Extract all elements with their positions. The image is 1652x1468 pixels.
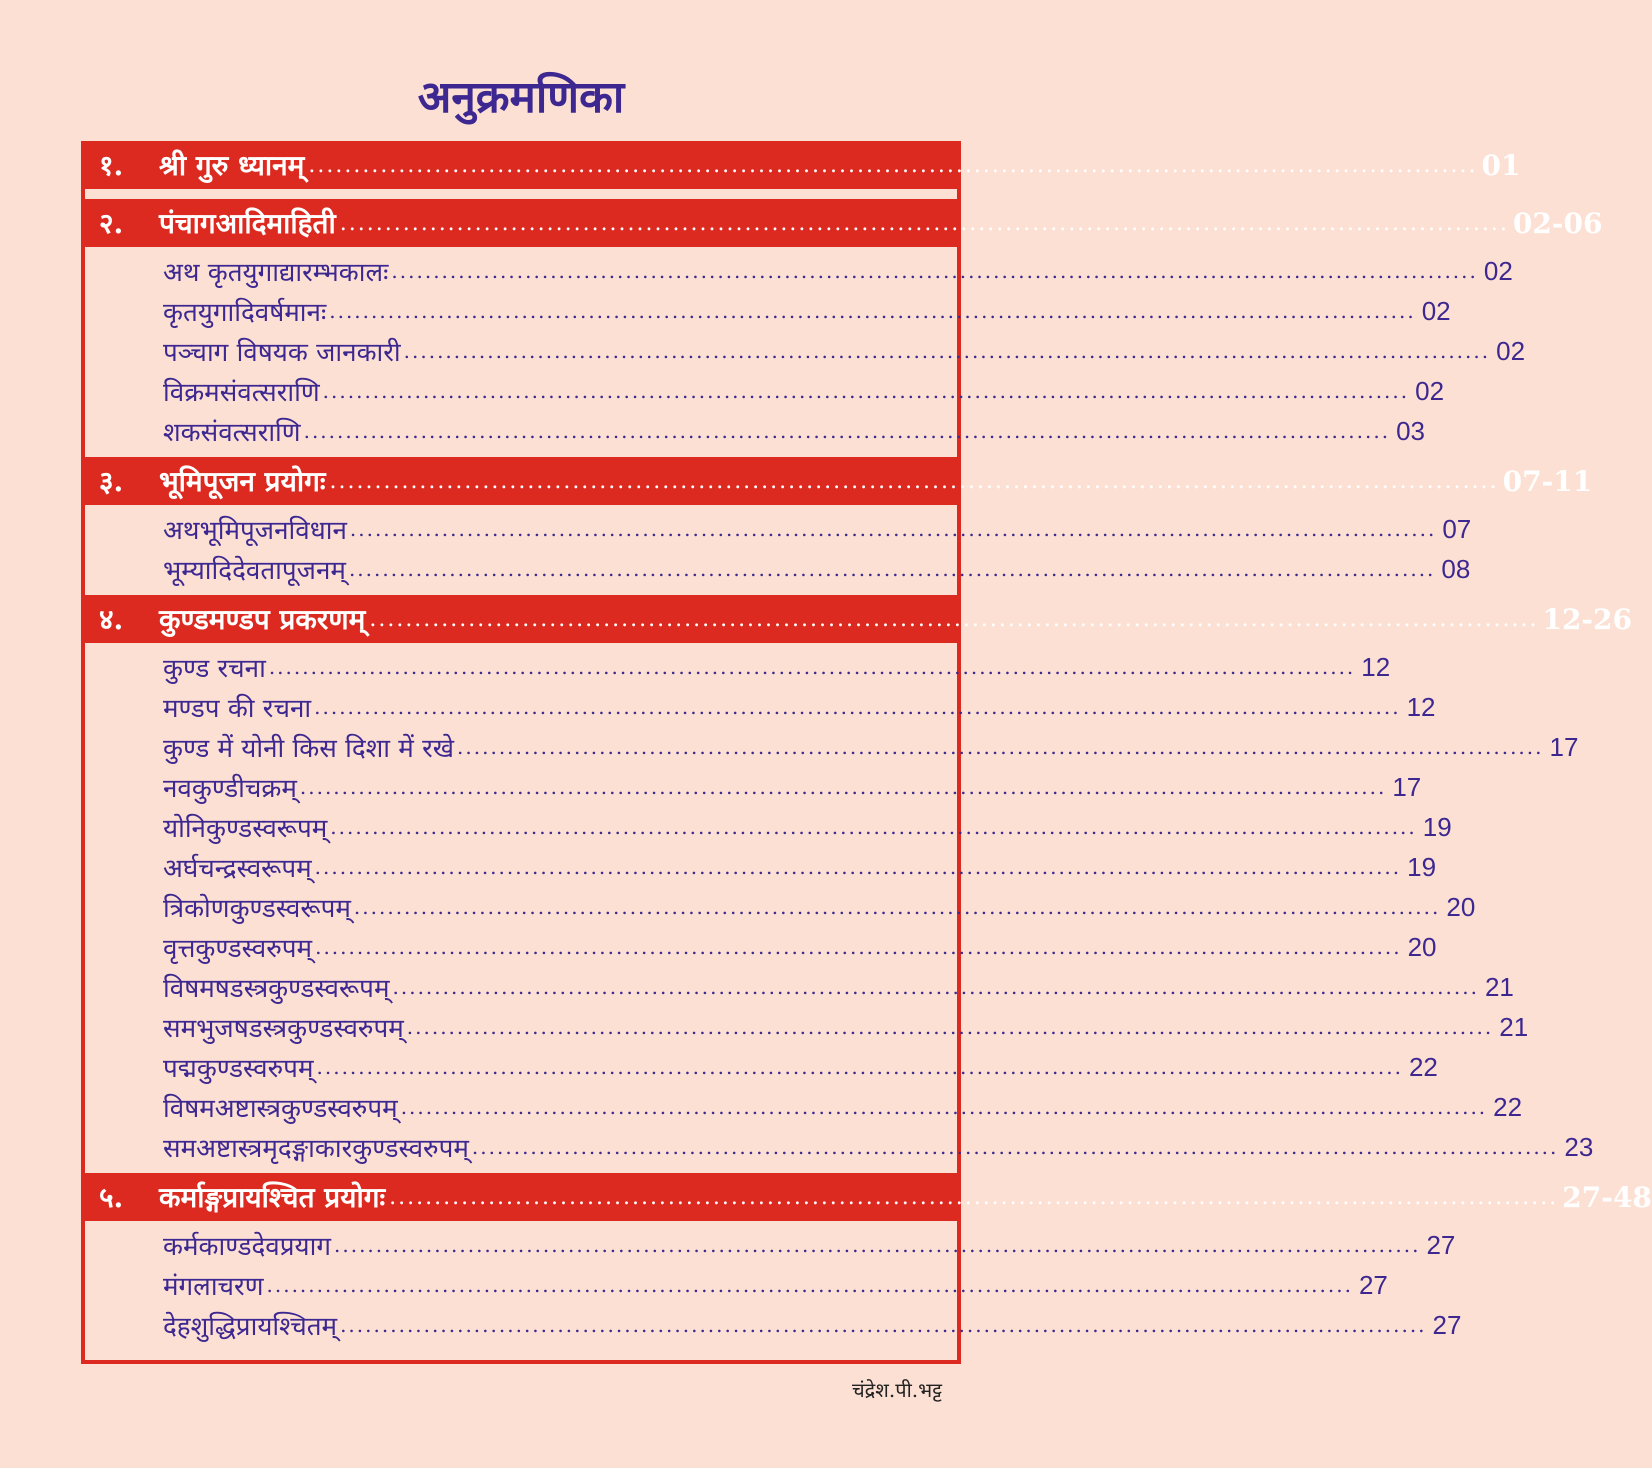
entry-list <box>85 247 1526 457</box>
entry-title: कुण्ड रचना <box>163 654 266 684</box>
entry-list <box>85 505 1472 595</box>
leader-dots: .................................................................................................................................. <box>308 152 1478 178</box>
entry-page: 19 <box>1407 851 1437 882</box>
toc-entry[interactable] <box>163 509 1472 549</box>
entry-title: विक्रमसंवत्सराणि <box>163 378 320 408</box>
entry-title: अथ कृतयुगाद्यारम्भकालः <box>163 258 389 288</box>
entry-page: 27 <box>1432 1309 1462 1340</box>
toc-entry[interactable] <box>163 291 1451 331</box>
leader-dots: .................................................................................................................................. <box>314 855 1402 879</box>
entry-page: 03 <box>1396 415 1425 446</box>
entry-page: 19 <box>1422 811 1452 842</box>
leader-dots: .................................................................................................................................. <box>329 299 1416 323</box>
toc-entry[interactable] <box>163 331 1526 371</box>
entry-title: योनिकुण्डस्वरूपम् <box>163 814 328 844</box>
leader-dots: .................................................................................................................................. <box>314 695 1401 719</box>
entry-page: 12 <box>1406 691 1436 722</box>
entry-page: 22 <box>1493 1091 1523 1122</box>
author-signature: चंद्रेश.पी.भट्ट <box>851 1378 942 1402</box>
entry-title: कृतयुगादिवर्षमानः <box>163 298 327 328</box>
leader-dots: .................................................................................................................................. <box>457 735 1544 759</box>
toc-entry[interactable] <box>163 371 1445 411</box>
entry-title: विषमषडस्त्रकुण्डस्वरूपम् <box>163 974 390 1004</box>
leader-dots: .................................................................................................................................. <box>339 210 1509 236</box>
toc-entry[interactable] <box>163 251 1513 291</box>
toc-section <box>85 199 1603 457</box>
section-header[interactable] <box>85 199 1603 247</box>
entry-page: 12 <box>1361 651 1391 682</box>
entry-page: 20 <box>1446 891 1476 922</box>
entry-title: मण्डप की रचना <box>163 694 312 724</box>
toc-section <box>85 457 1593 595</box>
table-of-contents <box>81 141 1652 1364</box>
leader-dots: .................................................................................................................................. <box>369 606 1539 632</box>
entry-page: 08 <box>1441 553 1471 584</box>
toc-entry[interactable] <box>163 687 1436 727</box>
entry-page: 21 <box>1484 971 1514 1002</box>
leader-dots: .................................................................................................................................. <box>329 468 1499 494</box>
section-header[interactable] <box>85 457 1593 505</box>
toc-entry[interactable] <box>163 1047 1438 1087</box>
leader-dots: .................................................................................................................................. <box>389 1184 1559 1210</box>
toc-entry[interactable] <box>163 767 1422 807</box>
section-number: ३. <box>99 465 124 498</box>
toc-entry[interactable] <box>163 1265 1388 1305</box>
leader-dots: .................................................................................................................................. <box>299 775 1387 799</box>
entry-page: 21 <box>1499 1011 1529 1042</box>
entry-page: 17 <box>1392 771 1422 802</box>
toc-section <box>85 1173 1652 1351</box>
leader-dots: .................................................................................................................................. <box>266 1273 1353 1297</box>
toc-entry[interactable] <box>163 807 1452 847</box>
entry-title: शकसंवत्सराणि <box>163 418 301 448</box>
leader-dots: .................................................................................................................................. <box>353 895 1441 919</box>
entry-page: 17 <box>1549 731 1579 762</box>
section-page: 07-11 <box>1502 464 1593 498</box>
leader-dots: .................................................................................................................................. <box>340 1313 1427 1337</box>
toc-entry[interactable] <box>163 647 1391 687</box>
toc-entry[interactable] <box>163 727 1579 767</box>
entry-title: अथभूमिपूजनविधान <box>163 516 347 546</box>
toc-entry[interactable] <box>163 1305 1462 1345</box>
entry-title: देहशुद्धिप्रायश्चितम् <box>163 1312 338 1342</box>
entry-page: 02 <box>1421 295 1451 326</box>
leader-dots: .................................................................................................................................. <box>471 1135 1559 1159</box>
entry-title: त्रिकोणकुण्डस्वरूपम् <box>163 894 351 924</box>
section-header[interactable] <box>85 141 1521 189</box>
entry-page: 27 <box>1426 1229 1456 1260</box>
section-page: 02-06 <box>1512 206 1603 240</box>
entry-page: 23 <box>1564 1131 1594 1162</box>
entry-title: अर्घचन्द्रस्वरूपम् <box>163 854 312 884</box>
toc-entry[interactable] <box>163 1127 1594 1167</box>
toc-entry[interactable] <box>163 1225 1456 1265</box>
leader-dots: .................................................................................................................................. <box>406 1015 1494 1039</box>
toc-entry[interactable] <box>163 967 1514 1007</box>
entry-page: 22 <box>1408 1051 1438 1082</box>
page-title: अनुक्रमणिका <box>417 72 625 123</box>
entry-title: पञ्चाग विषयक जानकारी <box>163 338 401 368</box>
entry-title: समअष्टास्त्रमृदङ्गाकारकुण्डस्वरुपम् <box>163 1134 469 1164</box>
toc-entry[interactable] <box>163 847 1437 887</box>
section-number: ४. <box>99 603 124 636</box>
section-title: कर्माङ्गप्रायश्चित प्रयोगः <box>159 1181 386 1214</box>
entry-title: मंगलाचरण <box>163 1272 264 1302</box>
section-title: कुण्डमण्डप प्रकरणम् <box>159 603 366 636</box>
entry-title: समभुजषडस्त्रकुण्डस्वरुपम् <box>163 1014 404 1044</box>
section-title: श्री गुरु ध्यानम् <box>159 149 305 182</box>
leader-dots: .................................................................................................................................. <box>316 1055 1403 1079</box>
toc-section <box>85 595 1633 1173</box>
leader-dots: .................................................................................................................................. <box>330 815 1417 839</box>
leader-dots: .................................................................................................................................. <box>400 1095 1488 1119</box>
section-number: २. <box>99 207 124 240</box>
entry-title: कुण्ड में योनी किस दिशा में रखे <box>163 734 455 764</box>
leader-dots: .................................................................................................................................. <box>268 655 1356 679</box>
leader-dots: .................................................................................................................................. <box>348 557 1436 581</box>
entry-list <box>85 1221 1462 1351</box>
entry-page: 07 <box>1442 513 1472 544</box>
leader-dots: .................................................................................................................................. <box>391 259 1478 283</box>
section-page: 12-26 <box>1542 602 1633 636</box>
toc-entry[interactable] <box>163 1087 1523 1127</box>
entry-title: भूम्यादिदेवतापूजनम् <box>163 556 346 586</box>
toc-entry[interactable] <box>163 549 1471 589</box>
entry-page: 20 <box>1407 931 1437 962</box>
entry-title: कर्मकाण्डदेवप्रयाग <box>163 1232 331 1262</box>
entry-page: 02 <box>1483 255 1513 286</box>
entry-title: पद्मकुण्डस्वरुपम् <box>163 1054 314 1084</box>
toc-section <box>85 141 1521 189</box>
section-page: 01 <box>1481 148 1521 182</box>
section-header[interactable] <box>85 595 1633 643</box>
entry-page: 02 <box>1415 375 1445 406</box>
leader-dots: .................................................................................................................................. <box>334 1233 1421 1257</box>
entry-page: 27 <box>1358 1269 1388 1300</box>
leader-dots: .................................................................................................................................. <box>349 517 1437 541</box>
section-title: पंचागआदिमाहिती <box>159 207 336 240</box>
entry-title: वृत्तकुण्डस्वरुपम् <box>163 934 313 964</box>
section-header[interactable] <box>85 1173 1652 1221</box>
leader-dots: .................................................................................................................................. <box>403 339 1491 363</box>
toc-entry[interactable] <box>163 887 1476 927</box>
entry-list <box>85 643 1594 1173</box>
leader-dots: .................................................................................................................................. <box>322 379 1410 403</box>
toc-entry[interactable] <box>163 1007 1529 1047</box>
section-number: १. <box>99 149 124 182</box>
leader-dots: .................................................................................................................................. <box>392 975 1479 999</box>
toc-entry[interactable] <box>163 927 1437 967</box>
entry-page: 02 <box>1496 335 1526 366</box>
entry-title: नवकुण्डीचक्रम् <box>163 774 297 804</box>
leader-dots: .................................................................................................................................. <box>303 419 1391 443</box>
section-number: ५. <box>99 1181 124 1214</box>
section-page: 27-48 <box>1562 1180 1652 1214</box>
toc-entry[interactable] <box>163 411 1425 451</box>
section-title: भूमिपूजन प्रयोगः <box>159 465 326 498</box>
leader-dots: .................................................................................................................................. <box>315 935 1402 959</box>
entry-title: विषमअष्टास्त्रकुण्डस्वरुपम् <box>163 1094 398 1124</box>
